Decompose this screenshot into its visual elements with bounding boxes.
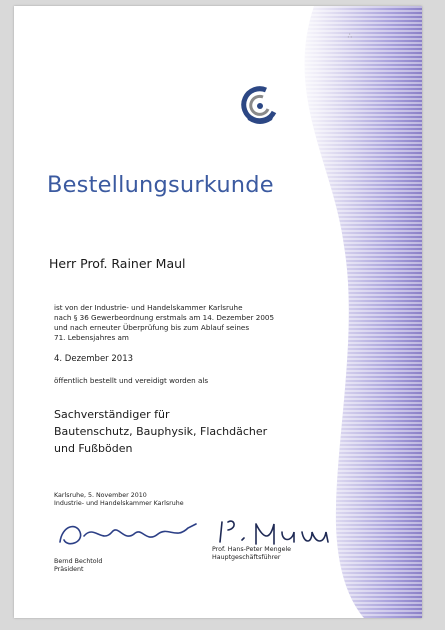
signature-bechtold (54, 514, 204, 554)
certificate-sheet (14, 6, 422, 618)
place-date: Karlsruhe, 5. November 2010 (54, 492, 147, 499)
expiry-date: 4. Dezember 2013 (54, 354, 134, 364)
certificate-title: Bestellungsurkunde (47, 172, 274, 198)
body-line-2: nach § 36 Gewerbeordnung erstmals am 14. Dezember 2005 (54, 313, 275, 322)
signature-mengele (212, 510, 342, 550)
appointment-text: öffentlich bestellt und vereidigt worden als (54, 376, 209, 385)
signatory-2-role: Hauptgeschäftsführer (212, 554, 281, 561)
signatory-2-name: Prof. Hans-Peter Mengele (212, 546, 292, 553)
expertise-line-3: und Fußböden (54, 442, 133, 455)
signatory-1-name: Bernd Bechtold (54, 558, 103, 565)
expertise-line-2: Bautenschutz, Bauphysik, Flachdächer (54, 425, 268, 438)
body-line-3: und nach erneuter Überprüfung bis zum Ablauf seines (54, 323, 250, 332)
ihk-logo-icon (236, 82, 284, 130)
issuer: Industrie- und Handelskammer Karlsruhe (54, 500, 184, 507)
recipient-name: Herr Prof. Rainer Maul (49, 256, 186, 271)
body-line-4: 71. Lebensjahres am (54, 333, 129, 342)
expertise-line-1: Sachverständiger für (54, 408, 170, 421)
body-line-1: ist von der Industrie- und Handelskammer Karlsruhe (54, 303, 243, 312)
signatory-1-role: Präsident (54, 566, 84, 573)
corner-mark: ∴ (347, 32, 352, 40)
